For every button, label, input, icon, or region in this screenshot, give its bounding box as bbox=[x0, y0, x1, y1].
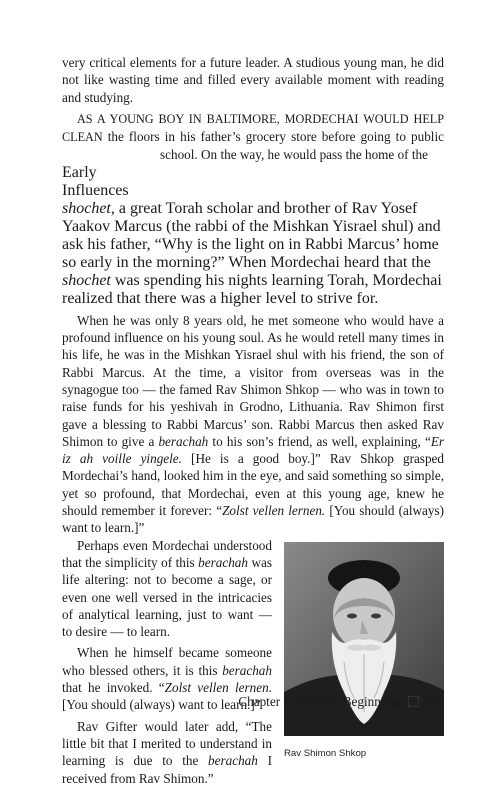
paragraph-rav-shimon-meeting: When he was only 8 years old, he met someone who would have a profound influence on his young soul. As he would retell many times in his life, he was in the Mishkan Yisrael shul with his friend, the son of Rabbi Marcus. At the time, a visitor from overseas was in the synagogue too — the famed Rav Shimon Shkop — who was in town to raise funds for his yeshivah in Grodno, Lithuania. Rav Shimon first gave a blessing to Rabbi Marcus’ son. Rabbi Marcus then asked Rav Shimon to give a berachah to his son’s friend, as well, explaining, “Er iz ah voille yingele. [He is a good boy.]” Rav Shkop grasped Mordechai’s hand, looked him in the eye, and said something so simple, yet so profound, that Mordechai, even at this young age, knew he should remember it forever: “Zolst vellen lernen. [You should (always) want to learn.]” bbox=[62, 312, 445, 536]
page-body: very critical elements for a future leader. A studious young man, he did not like wasting time and filled every available moment with reading and studying. AS A YOUNG BOY IN BALTIMORE, MORDECHAI WOULD HELP CLEAN the floors in his father’s grocery store before going to public school. On the way, he would pass the home of the Early Influences shochet, a great Torah scholar and brother of Rav Yosef Yaakov Marcus (the rabbi of the Mishkan Yisrael shul) and ask his father, “Why is the light on in Rabbi Marcus’ home so early in the morning?” When Mordechai heard that the shochet was spending his nights learning Torah, Mordechai realized that there was a higher level to strive for. When he was only 8 years old, he met someone who would have a profound influence on his young soul. As he would retell many times in his life, he was in the Mishkan Yisrael shul with his friend, the son of Rabbi Marcus. At the time, a visitor from overseas was in the synagogue too — the famed Rav Shimon Shkop — who was in town to raise funds for his yeshivah in Grodno, Lithuania. Rav Shimon first gave a blessing to Rabbi Marcus’ son. Rabbi Marcus then asked Rav Shimon to give a berachah to his son’s friend, as well, explaining, “Er iz ah voille yingele. [He is a good boy.]” Rav Shkop grasped Mordechai’s hand, looked him in the eye, and said something so simple, yet so profound, that Mordechai, even at this young age, knew he should remember it forever: “Zolst vellen lernen. [You should (always) want to learn.]” Rav Shimon Shkop Perhaps even Mordechai understood that the simplicity of this berachah was life altering: not to become a sage, or even one well versed in the intricacies of analytical learning, just to want — to desire — to learn. When he himself became someone who blessed others, it is this berachah that he invoked. “Zolst vellen lernen. [You should (always) want to learn.]” Rav Gifter would later add, “The little bit that I merited to understand in learning is due to the berachah I received from Rav Shimon.” bbox=[62, 55, 445, 786]
chapter-title: Chapter 1: Humble Beginnings bbox=[238, 694, 403, 709]
sidehead-line-2: Influences bbox=[62, 181, 129, 199]
page-number: 35 bbox=[424, 694, 438, 709]
sidehead-line-1: Early bbox=[62, 163, 97, 181]
paragraph-simplicity: Perhaps even Mordechai understood that the simplicity of this berachah was life altering: not to become a sage, or even one well versed in the intricacies of analytical learning, just to want — to desire — to learn. bbox=[62, 537, 272, 640]
photo-caption: Rav Shimon Shkop bbox=[284, 747, 367, 759]
page-footer bbox=[238, 694, 438, 710]
paragraph-rav-gifter: Rav Gifter would later add, “The little bit that I merited to understand in learning is due to the berachah I received from Rav Shimon.” bbox=[62, 718, 272, 786]
paragraph-blessing-others: When he himself became someone who blessed others, it is this berachah that he invoked. “Zolst vellen lernen. [You should (always) want to learn.]” bbox=[62, 645, 273, 713]
paragraph-intro: very critical elements for a future leader. A studious young man, he did not like wasting time and filled every available moment with reading and studying. bbox=[62, 55, 444, 105]
square-separator-icon bbox=[408, 696, 419, 707]
photo-figure bbox=[284, 542, 444, 759]
paragraph-early-influences: AS A YOUNG BOY IN BALTIMORE, MORDECHAI WOULD HELP CLEAN the floors in his father’s grocery store before going to public school. On the way, he would pass the home of the bbox=[62, 111, 444, 163]
section-sidehead bbox=[62, 146, 154, 147]
